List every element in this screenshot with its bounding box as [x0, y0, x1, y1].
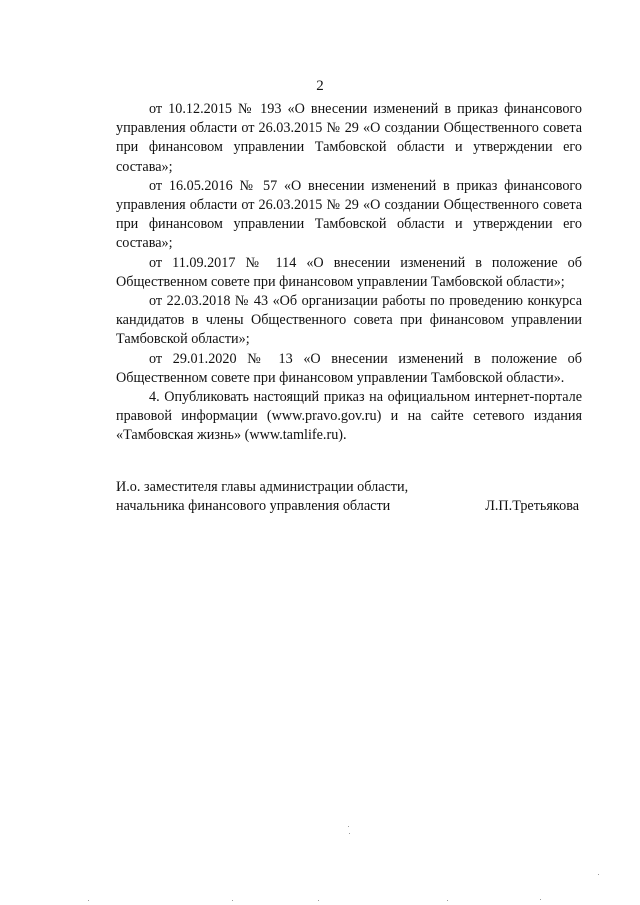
scan-artifact [598, 874, 599, 875]
document-body [116, 100, 582, 446]
signer-name: Л.П.Третьякова [485, 498, 579, 514]
scan-artifact [88, 900, 89, 901]
scan-artifact [318, 900, 319, 901]
scan-artifact [349, 833, 350, 834]
page-number: 2 [316, 78, 324, 94]
paragraph-order-2017: от 11.09.2017 № 114 «О внесении изменений в положение об Общественном совете при финансовом управлении Тамбовской области»; [116, 254, 582, 290]
scan-artifact [348, 826, 349, 827]
paragraph-order-2018: от 22.03.2018 № 43 «Об организации работы по проведению конкурса кандидатов в члены Общественного совета при финансовом управлении Тамбовской области»; [116, 293, 582, 348]
signer-title-line-1: И.о. заместителя главы администрации области, [116, 479, 409, 495]
signer-title-line-2: начальника финансового управления области [116, 498, 391, 514]
scan-artifact [540, 899, 541, 900]
paragraph-order-2015: от 10.12.2015 № 193 «О внесении изменений в приказ финансового управления области от 26.03.2015 № 29 «О создании Общественного совета при финансовом управлении Тамбовской области и утверждении его состава»; [116, 101, 582, 175]
paragraph-order-2020: от 29.01.2020 № 13 «О внесении изменений в положение об Общественном совете при финансовом управлении Тамбовской области». [116, 350, 582, 386]
paragraph-publish-clause: 4. Опубликовать настоящий приказ на официальном интернет-портале правовой информации (www.pravo.gov.ru) и на сайте сетевого издания «Тамбовская жизнь» (www.tamlife.ru). [116, 389, 582, 444]
paragraph-order-2016: от 16.05.2016 № 57 «О внесении изменений в приказ финансового управления области от 26.03.2015 № 29 «О создании Общественного совета при финансовом управлении Тамбовской области и утверждении его состава»; [116, 177, 582, 252]
signature-block [116, 478, 582, 516]
scan-artifact [232, 900, 233, 901]
scan-artifact [447, 900, 448, 901]
